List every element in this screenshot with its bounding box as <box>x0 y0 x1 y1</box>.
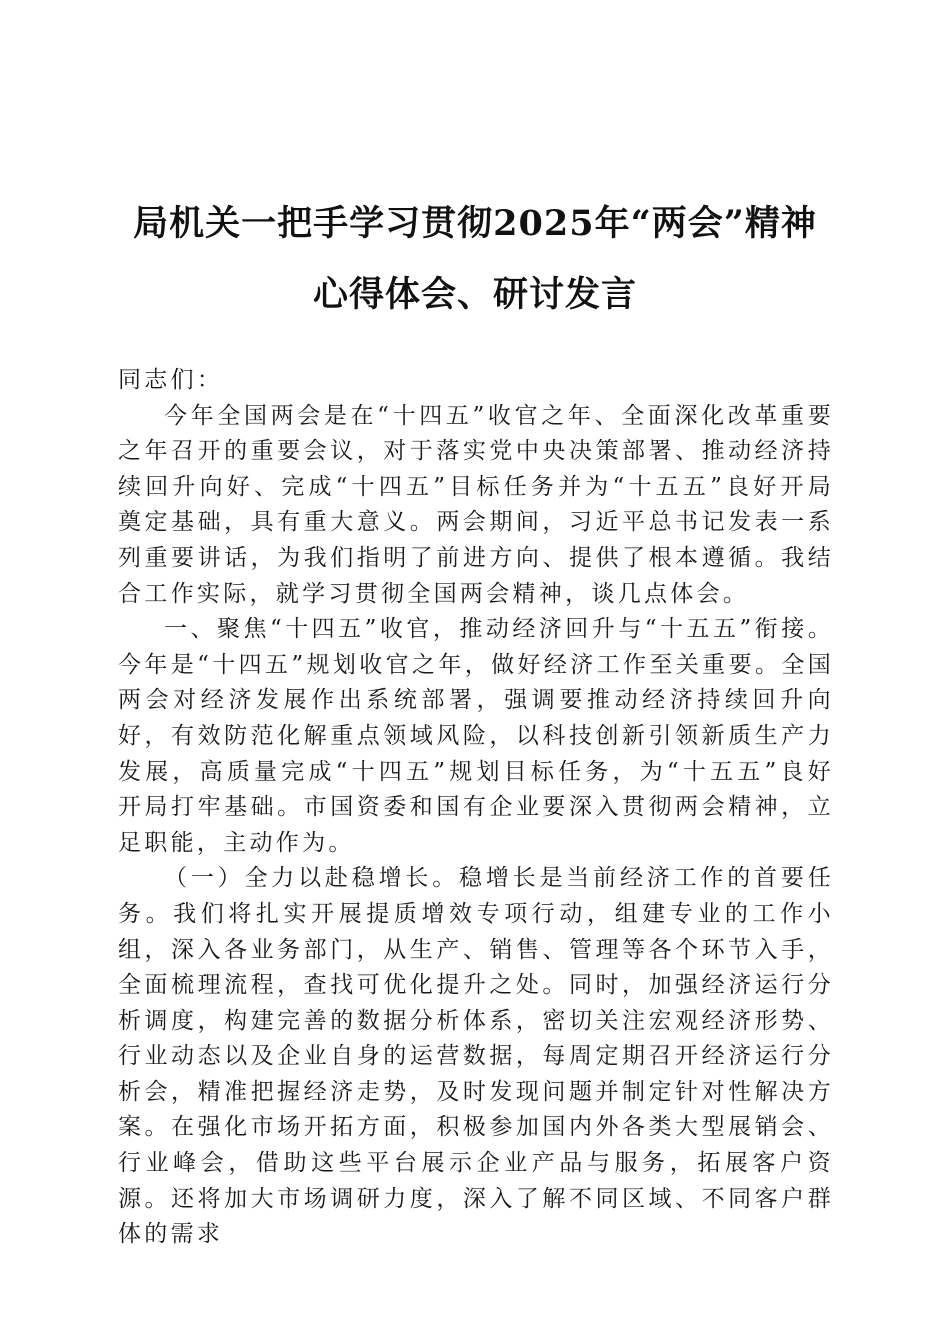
document-title-line-2: 心得体会、研讨发言 <box>312 274 637 315</box>
document-body <box>118 363 834 1253</box>
paragraph-subsection-one: （一）全力以赴稳增长。稳增长是当前经济工作的首要任务。我们将扎实开展提质增效专项行动，组建专业的工作小组，深入各业务部门，从生产、销售、管理等各个环节入手，全面梳理流程，查找可优化提升之处。同时，加强经济运行分析调度，构建完善的数据分析体系，密切关注宏观经济形势、行业动态以及企业自身的运营数据，每周定期召开经济运行分析会，精准把握经济走势，及时发现问题并制定针对性解决方案。在强化市场开拓方面，积极参加国内外各类大型展销会、行业峰会，借助这些平台展示企业产品与服务，拓展客户资源。还将加大市场调研力度，深入了解不同区域、不同客户群体的需求 <box>118 865 834 1248</box>
paragraph-intro: 今年全国两会是在“十四五”收官之年、全面深化改革重要之年召开的重要会议，对于落实党中央决策部署、推动经济持续回升向好、完成“十四五”目标任务并为“十五五”良好开局奠定基础，具有重大意义。两会期间，习近平总书记发表一系列重要讲话，为我们指明了前进方向、提供了根本遵循。我结合工作实际，就学习贯彻全国两会精神，谈几点体会。 <box>118 402 834 607</box>
salutation: 同志们： <box>118 367 224 393</box>
document-title-line-1: 局机关一把手学习贯彻2025年“两会”精神 <box>133 203 817 244</box>
paragraph-section-one: 一、聚焦“十四五”收官，推动经济回升与“十五五”衔接。今年是“十四五”规划收官之年，做好经济工作至关重要。全国两会对经济发展作出系统部署，强调要推动经济持续回升向好，有效防范化解重点领域风险，以科技创新引领新质生产力发展，高质量完成“十四五”规划目标任务，为“十五五”良好开局打牢基础。市国资委和国有企业要深入贯彻两会精神，立足职能，主动作为。 <box>118 616 834 856</box>
